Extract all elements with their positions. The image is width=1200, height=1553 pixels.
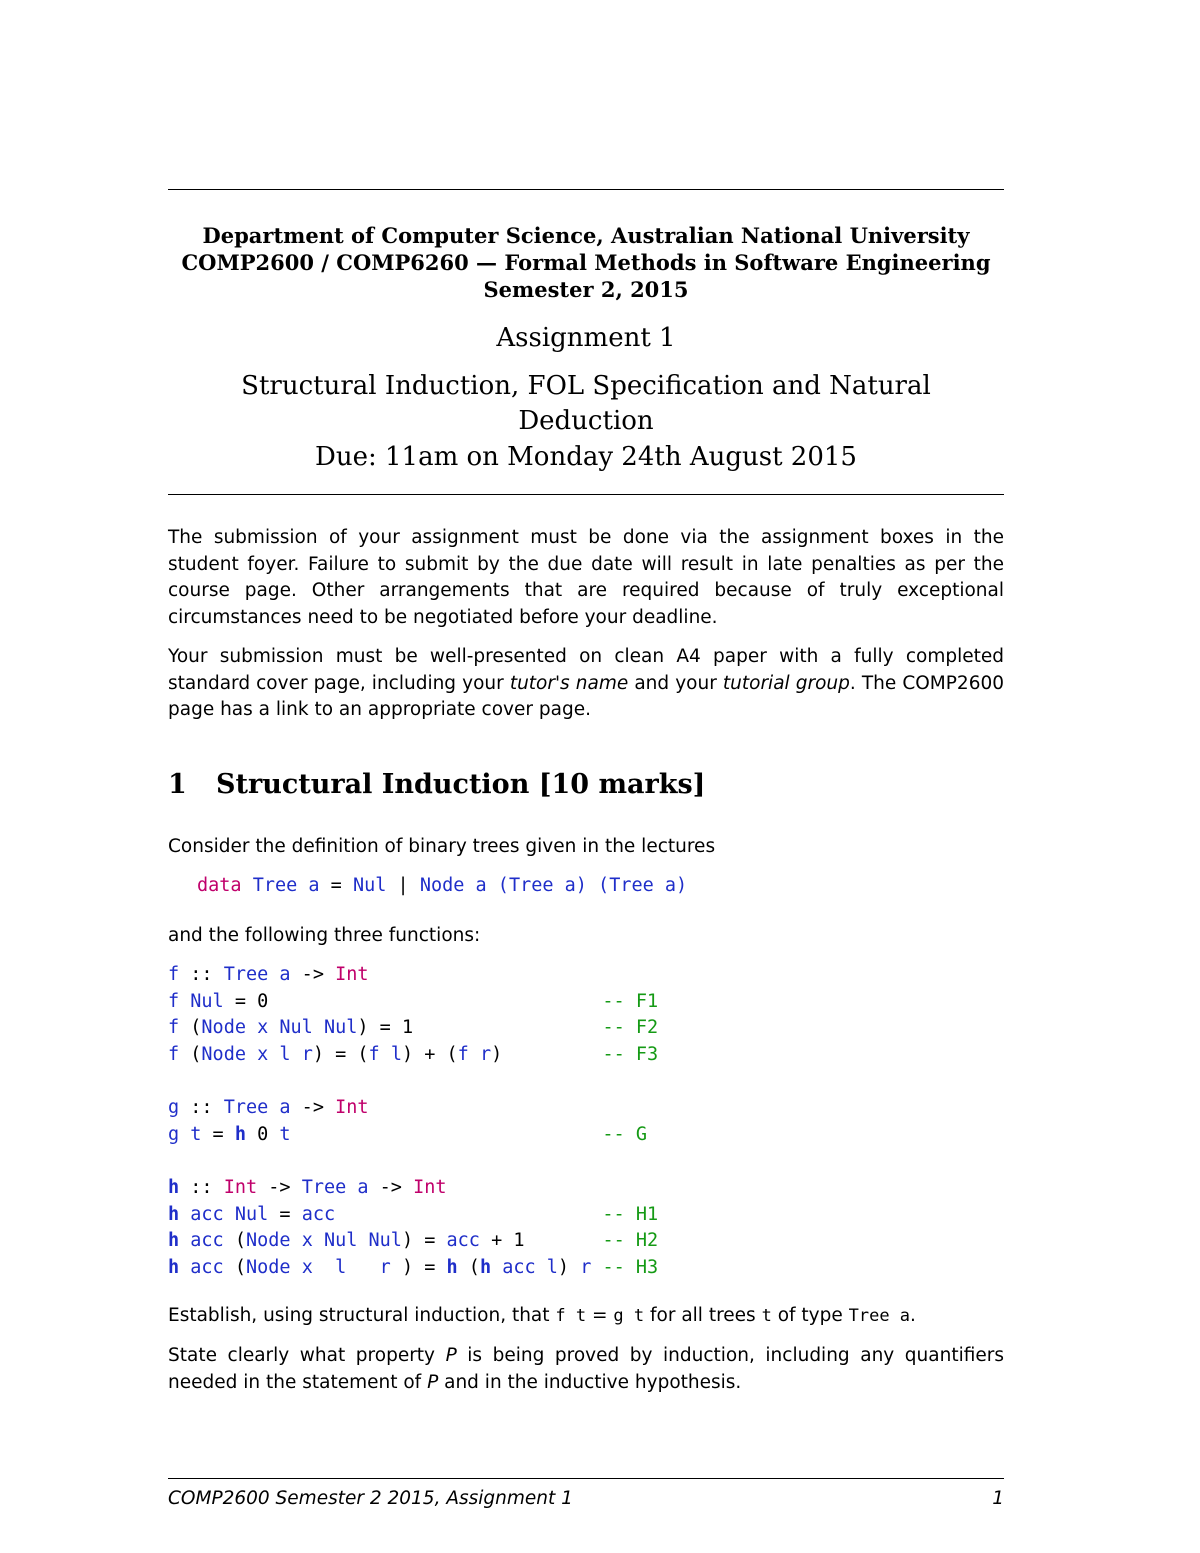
- intro-p2-text-b: and your: [628, 672, 723, 694]
- state-text-b: is being proved by induction, including any quantifiers needed in the statement of: [168, 1345, 1004, 1393]
- code-token: Tree: [252, 875, 298, 896]
- assignment-subtitle-line1: Structural Induction, FOL Specification and Natural: [241, 371, 931, 401]
- code-token: ): [676, 875, 688, 896]
- assignment-subtitle-line2: Deduction: [518, 406, 654, 436]
- code-token: (: [486, 875, 509, 896]
- task-expr-g: g t: [613, 1306, 645, 1326]
- code-token: Node: [419, 875, 465, 896]
- code-token: a: [475, 875, 487, 896]
- code-line: f :: Tree a -> Int: [168, 964, 369, 985]
- header-department: Department of Computer Science, Australian National University: [202, 223, 970, 248]
- code-token: a: [308, 875, 320, 896]
- code-line: g :: Tree a -> Int: [168, 1097, 369, 1118]
- property-p-2: P: [427, 1371, 439, 1393]
- top-rule: [168, 189, 1004, 190]
- due-date: Due: 11am on Monday 24th August 2015: [315, 442, 857, 472]
- tutorial-group-emphasis: tutorial group: [722, 672, 850, 694]
- task-type: Tree a: [848, 1306, 911, 1326]
- code-block-g: [168, 1095, 647, 1148]
- section-1-heading: [168, 769, 705, 800]
- header-semester: Semester 2, 2015: [483, 277, 689, 302]
- functions-lead: and the following three functions:: [168, 925, 481, 946]
- task-text-d: .: [910, 1305, 916, 1326]
- property-statement: [168, 1343, 1004, 1396]
- code-line: f Nul = 0 -- F1: [168, 990, 659, 1012]
- intro-paragraph-1: The submission of your assignment must be done via the assignment boxes in the student foyer. Failure to submit by the due date will result in late penalties as per the course page. Other arrangements that are required because of truly exceptional circumstances need to be negotiated before your deadline.: [168, 527, 1004, 628]
- page-number: 1: [992, 1488, 1004, 1509]
- code-token: a: [664, 875, 677, 896]
- code-line: h :: Int -> Tree a -> Int: [168, 1177, 447, 1198]
- bottom-title-rule: [168, 494, 1004, 495]
- code-token: =: [319, 875, 353, 896]
- section-number: 1: [168, 769, 187, 800]
- code-block-f: [168, 962, 658, 1068]
- state-text-a: State clearly what property: [168, 1345, 446, 1366]
- code-token: [554, 875, 565, 896]
- footer-rule: [168, 1478, 1004, 1479]
- section-title: Structural Induction [10 marks]: [216, 769, 706, 800]
- code-line: h acc (Node x Nul Nul) = acc + 1 -- H2: [168, 1230, 659, 1252]
- task-expr-f: f t: [555, 1306, 587, 1326]
- code-line: h acc (Node x l r ) = h (h acc l) r -- H3: [168, 1256, 659, 1278]
- code-block-h: [168, 1175, 658, 1281]
- task-eq: =: [586, 1305, 614, 1326]
- property-p: P: [445, 1345, 457, 1366]
- page-footer: [168, 1488, 1004, 1509]
- task-var-t: t: [761, 1306, 772, 1326]
- code-token: Tree: [508, 875, 554, 896]
- header-course: COMP2600 / COMP6260 — Formal Methods in Software Engineering: [181, 250, 991, 275]
- task-text-b: for all trees: [644, 1305, 762, 1326]
- section-1-lead: Consider the definition of binary trees given in the lectures: [168, 836, 716, 857]
- code-token: |: [386, 875, 420, 896]
- data-declaration: [197, 873, 687, 900]
- code-token: ) (: [575, 875, 610, 896]
- assignment-title: Assignment 1: [496, 323, 676, 353]
- code-token: [297, 875, 308, 896]
- code-token: Tree: [609, 875, 654, 896]
- code-line: g t = h 0 t -- G: [168, 1123, 647, 1145]
- code-line: h acc Nul = acc -- H1: [168, 1203, 659, 1225]
- tutor-name-emphasis: tutor's name: [509, 672, 629, 694]
- code-token: a: [564, 875, 576, 896]
- intro-p2-text-c: . The COMP2600 page has a link to an appropriate cover page.: [168, 672, 1005, 720]
- intro-paragraph-2: [168, 644, 1004, 724]
- task-statement: [168, 1303, 1004, 1330]
- code-token: Nul: [352, 875, 387, 896]
- code-token: [654, 875, 665, 896]
- code-token: [464, 875, 475, 896]
- footer-course-label: COMP2600 Semester 2 2015, Assignment 1: [168, 1488, 573, 1509]
- task-text-a: Establish, using structural induction, that: [168, 1305, 556, 1326]
- code-token: [242, 875, 253, 896]
- code-token: data: [197, 875, 242, 896]
- state-text-c: and in the inductive hypothesis.: [438, 1371, 742, 1393]
- code-line: f (Node x Nul Nul) = 1 -- F2: [168, 1017, 659, 1039]
- task-text-c: of type: [771, 1305, 849, 1326]
- code-line: f (Node x l r) = (f l) + (f r) -- F3: [168, 1043, 659, 1065]
- intro-p2-text-a: Your submission must be well-presented on clean A4 paper with a fully completed standard cover page, including your: [168, 646, 1004, 694]
